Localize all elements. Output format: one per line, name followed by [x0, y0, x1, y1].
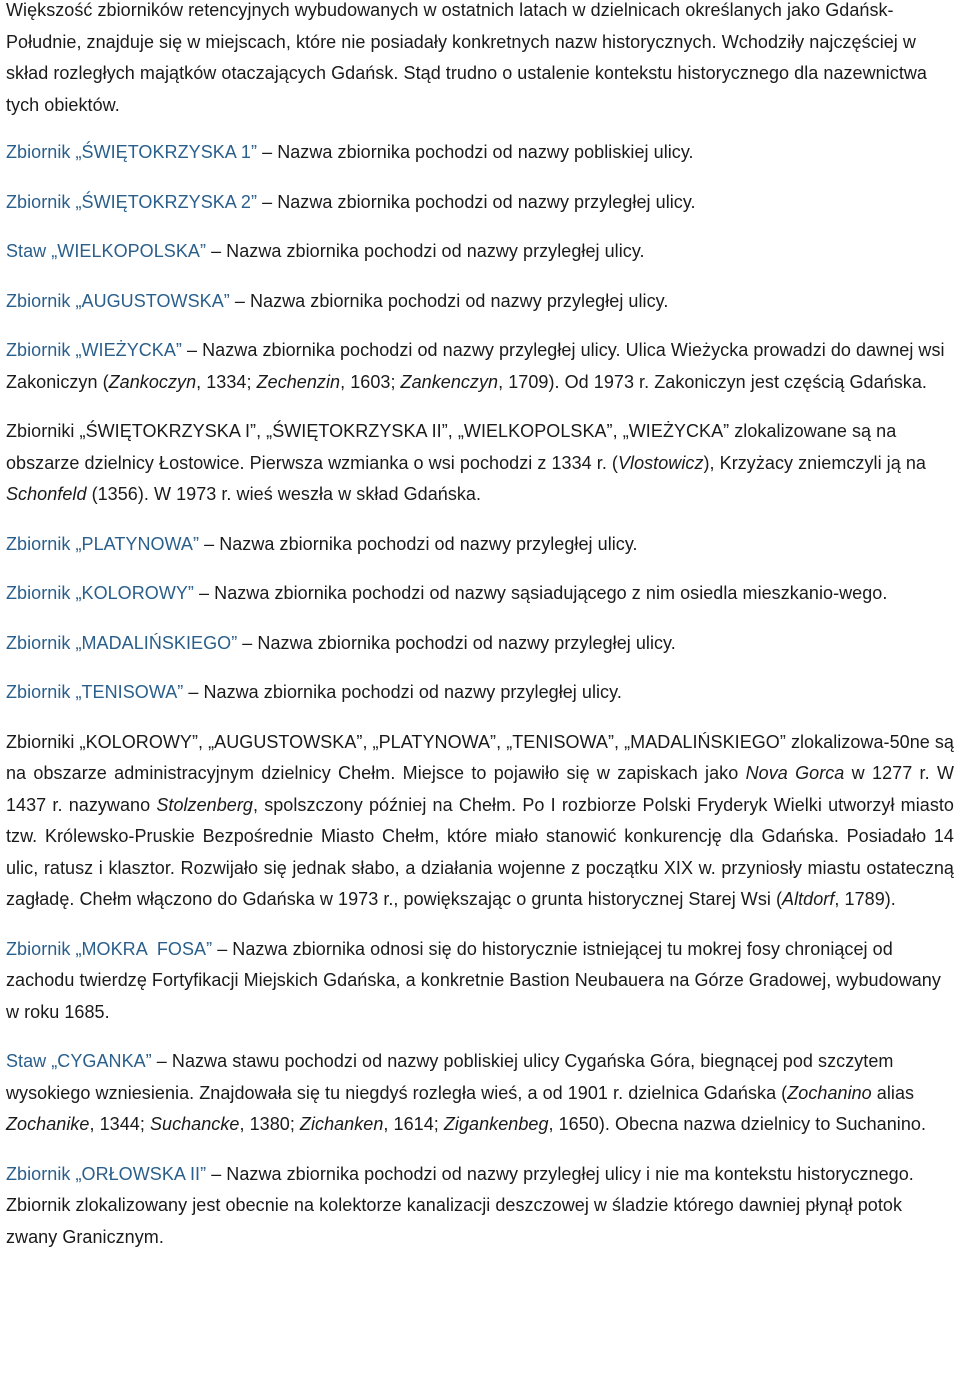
- historic-name: Zechenzin: [256, 371, 341, 392]
- entry-text: , 1603;: [340, 371, 401, 392]
- paragraph-text: , 1789).: [834, 889, 896, 909]
- entry-text: – Nazwa zbiornika pochodzi od nazwy przyległej ulicy. Ulica Wieżycka prowadzi do dawnej wsi Zakoniczyn (: [6, 340, 945, 392]
- entry-tenisowa: [6, 677, 954, 709]
- entry-text: – Nazwa zbiornika pochodzi od nazwy przyległej ulicy.: [199, 533, 638, 554]
- entry-swietokrzyska-2: [6, 187, 954, 219]
- entry-heading: Staw „WIELKOPOLSKA”: [6, 241, 207, 261]
- historic-name: Zigankenbeg: [443, 1114, 549, 1134]
- entry-heading: Zbiornik „MOKRA FOSA”: [6, 938, 213, 959]
- entry-heading: Zbiornik „WIEŻYCKA”: [6, 340, 182, 360]
- paragraph-text: (1356). W 1973 r. wieś weszła w skład Gdańska.: [86, 484, 482, 504]
- entry-text: , 1614;: [383, 1114, 444, 1134]
- paragraph-text: , spolszczony później na Chełm. Po I rozbiorze Polski Fryderyk Wielki utworzył miasto tzw. Królewsko-Pruskie Bezpośrednie Miasto Chełm, które miało stanowić konkurencję dla Gdańska. Posiadało 14 ulic, ratusz i klasztor. Rozwijało się jednak słabo, a działania wojenne z początku XIX w. przyniosły miastu ostateczną zagładę. Chełm włączono do Gdańska w 1973 r., powiększając o grunta historycznej Starej Wsi (: [6, 794, 954, 909]
- historic-name: Altdorf: [782, 889, 835, 909]
- entry-text: , 1709). Od 1973 r. Zakoniczyn jest częścią Gdańska.: [498, 371, 927, 392]
- entry-platynowa: [6, 529, 954, 561]
- entry-text: , 1650). Obecna nazwa dzielnicy to Suchanino.: [548, 1114, 926, 1134]
- entry-wiezycka: [6, 335, 954, 398]
- entry-text: alias: [871, 1082, 915, 1103]
- entry-kolorowy: [6, 578, 954, 610]
- entry-orlowska-ii: [6, 1159, 954, 1254]
- historic-name: Stolzenberg: [156, 794, 253, 815]
- paragraph-text: Zbiorniki „KOLOROWY”, „AUGUSTOWSKA”, „PLATYNOWA”, „TENISOWA”, „MADALIŃSKIEGO” zlokalizowa-50ne są na obszarze administracyjnym dzielnicy Chełm. Miejsce to pojawiło się w zapiskach jako: [6, 731, 954, 783]
- historic-name: Zochanike: [6, 1114, 90, 1134]
- historic-name: Zankoczyn: [108, 371, 197, 392]
- paragraph-text: ), Krzyżacy zniemczyli ją na: [703, 452, 926, 473]
- historic-name: Suchancke: [149, 1114, 240, 1134]
- historic-name: Zochanino: [787, 1082, 872, 1103]
- entry-heading: Staw „CYGANKA”: [6, 1051, 152, 1071]
- lostowice-paragraph: [6, 416, 954, 511]
- entry-text: – Nazwa zbiornika pochodzi od nazwy przyległej ulicy.: [229, 290, 669, 311]
- entry-text: – Nazwa zbiornika pochodzi od nazwy przyległej ulicy i nie ma kontekstu historycznego. Zbiornik zlokalizowany jest obecnie na kolektorze kanalizacji deszczowej w śladzie którego dawniej płynął potok zwany Granicznym.: [6, 1163, 914, 1247]
- entry-heading: Zbiornik „ŚWIĘTOKRZYSKA 2”: [6, 191, 258, 212]
- entry-text: , 1380;: [239, 1114, 300, 1134]
- entry-mokra-fosa: [6, 934, 954, 1029]
- historic-name: Nova Gorca: [745, 763, 845, 783]
- intro-text: Większość zbiorników retencyjnych wybudowanych w ostatnich latach w dzielnicach określanych jako Gdańsk-Południe, znajduje się w miejscach, które nie posiadały konkretnych nazw historycznych. Wchodziły najczęściej w skład rozległych majątków otaczających Gdańsk. Stąd trudno o ustalenie kontekstu historycznego dla nazewnictwa tych obiektów.: [6, 0, 927, 115]
- entry-text: – Nazwa stawu pochodzi od nazwy pobliskiej ulicy Cygańska Góra, biegnącej pod szczytem wysokiego wzniesienia. Znajdowała się tu niegdyś rozległa wieś, a od 1901 r. dzielnica Gdańska (: [6, 1051, 894, 1103]
- entry-text: – Nazwa zbiornika pochodzi od nazwy pobliskiej ulicy.: [257, 142, 694, 162]
- entry-heading: Zbiornik „MADALIŃSKIEGO”: [6, 632, 238, 653]
- entry-text: – Nazwa zbiornika pochodzi od nazwy przyległej ulicy.: [257, 191, 696, 212]
- entry-text: – Nazwa zbiornika odnosi się do historycznie istniejącej tu mokrej fosy chroniącej od zachodu twierdzę Fortyfikacji Miejskich Gdańska, a konkretnie Bastion Neubauera na Górze Gradowej, wybudowany w roku 1685.: [6, 938, 941, 1022]
- paragraph-text: w 1277 r. W 1437 r. nazywano: [6, 763, 954, 815]
- entry-text: – Nazwa zbiornika pochodzi od nazwy przyległej ulicy.: [206, 241, 645, 261]
- historic-name: Zankenczyn: [400, 371, 499, 392]
- entry-swietokrzyska-1: [6, 137, 954, 169]
- entry-heading: Zbiornik „ORŁOWSKA II”: [6, 1163, 207, 1184]
- entry-heading: Zbiornik „ŚWIĘTOKRZYSKA 1”: [6, 142, 258, 162]
- entry-text: , 1334;: [196, 371, 257, 392]
- entry-cyganka: [6, 1046, 954, 1141]
- entry-heading: Zbiornik „KOLOROWY”: [6, 583, 194, 603]
- historic-name: Schonfeld: [6, 484, 87, 504]
- entry-text: – Nazwa zbiornika pochodzi od nazwy przyległej ulicy.: [183, 682, 622, 702]
- entry-wielkopolska: [6, 236, 954, 268]
- entry-heading: Zbiornik „AUGUSTOWSKA”: [6, 290, 230, 311]
- entry-text: , 1344;: [89, 1114, 150, 1134]
- entry-madalinskiego: [6, 628, 954, 660]
- paragraph-text: Zbiorniki „ŚWIĘTOKRZYSKA I”, „ŚWIĘTOKRZYSKA II”, „WIELKOPOLSKA”, „WIEŻYCKA” zlokalizowane są na obszarze dzielnicy Łostowice. Pierwsza wzmianka o wsi pochodzi z 1334 r. (: [6, 421, 897, 473]
- entry-heading: Zbiornik „TENISOWA”: [6, 682, 184, 702]
- entry-text: – Nazwa zbiornika pochodzi od nazwy sąsiadującego z nim osiedla mieszkanio-wego.: [193, 583, 888, 603]
- intro-paragraph: [6, 0, 954, 121]
- entry-text: – Nazwa zbiornika pochodzi od nazwy przyległej ulicy.: [237, 632, 676, 653]
- historic-name: Zichanken: [299, 1114, 384, 1134]
- chelm-paragraph: [6, 727, 954, 916]
- historic-name: Vlostowicz: [617, 452, 704, 473]
- entry-heading: Zbiornik „PLATYNOWA”: [6, 533, 200, 554]
- entry-augustowska: [6, 286, 954, 318]
